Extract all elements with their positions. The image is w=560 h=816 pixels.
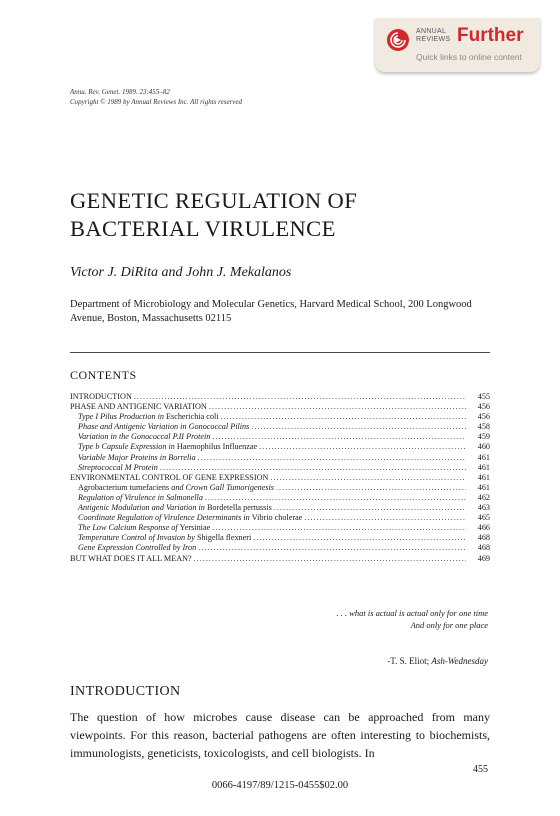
toc-dot-leader <box>251 422 466 432</box>
article-title-line-1: GENETIC REGULATION OF <box>70 188 358 213</box>
toc-entry[interactable] <box>70 523 490 533</box>
toc-entry-page: 461 <box>477 452 490 462</box>
toc-entry-title <box>70 473 268 483</box>
toc-entry-title-part: Antigenic Modulation and Variation in <box>78 503 207 513</box>
toc-entry-page: 466 <box>477 523 490 533</box>
toc-entry-title-part: Phase and Antigenic Variation in Gonococcal Pilins <box>78 422 250 432</box>
toc-entry[interactable] <box>70 543 490 553</box>
contents-heading: CONTENTS <box>70 368 137 382</box>
toc-entry-title <box>78 543 196 553</box>
toc-entry-page: 461 <box>477 472 490 482</box>
toc-entry[interactable] <box>70 483 490 493</box>
toc-entry-title-part: Coordinate Regulation of Virulence Determinants in <box>78 513 252 523</box>
copyright-line: Copyright © 1989 by Annual Reviews Inc. All rights reserved <box>70 98 242 106</box>
affiliation: Department of Microbiology and Molecular Genetics, Harvard Medical School, 200 Longwood Avenue, Boston, Massachusetts 02115 <box>70 299 472 324</box>
toc-entry-page: 461 <box>477 462 490 472</box>
article-title <box>70 187 357 243</box>
toc-entry-title <box>78 483 274 493</box>
toc-entry-title-part: Variable Major Proteins in Borrelia <box>78 452 196 462</box>
toc-dot-leader <box>198 543 466 553</box>
badge-quick-links-label[interactable]: Quick links to online content <box>416 52 522 62</box>
badge-reviews-label: REVIEWS <box>416 36 451 43</box>
toc-entry-page: 455 <box>477 392 490 401</box>
toc-dot-leader <box>304 513 466 523</box>
toc-entry-title-part: Gene Expression Controlled by Iron <box>78 543 197 553</box>
toc-entry-title-part: Temperature Control of Invasion by <box>78 533 197 543</box>
toc-entry[interactable] <box>70 533 490 543</box>
toc-entry-title <box>70 392 132 402</box>
toc-entry[interactable] <box>70 473 490 483</box>
toc-entry-title <box>78 523 210 533</box>
toc-entry-page: 460 <box>477 442 490 452</box>
toc-entry-title <box>70 554 192 564</box>
toc-entry-title-part: BUT WHAT DOES IT ALL MEAN? <box>70 553 192 563</box>
toc-dot-leader <box>274 503 466 513</box>
toc-entry[interactable] <box>70 442 490 452</box>
toc-dot-leader <box>194 554 466 564</box>
page-number: 455 <box>473 764 488 775</box>
toc-entry-title-part: PHASE AND ANTIGENIC VARIATION <box>70 402 207 412</box>
toc-entry-page: 456 <box>477 412 490 422</box>
epigraph-source <box>387 656 488 666</box>
annual-reviews-further-badge[interactable] <box>375 18 540 72</box>
authors: Victor J. DiRita and John J. Mekalanos <box>70 265 292 280</box>
toc-entry-title-part: Shigella flexneri <box>196 533 252 543</box>
toc-entry[interactable] <box>70 493 490 503</box>
toc-entry-page: 468 <box>477 543 490 553</box>
badge-annual-label: ANNUAL <box>416 28 447 35</box>
toc-entry[interactable] <box>70 554 490 564</box>
toc-entry-title <box>78 442 257 452</box>
epigraph <box>336 607 488 631</box>
badge-further-label[interactable]: Further <box>457 25 524 46</box>
toc-entry[interactable] <box>70 453 490 463</box>
article-title-line-2: BACTERIAL VIRULENCE <box>70 216 336 241</box>
toc-entry-title-part: Bordetella pertussis <box>206 503 272 513</box>
table-of-contents <box>70 392 490 564</box>
body-paragraph: The question of how microbes cause disease can be approached from many viewpoints. For this reason, bacterial pathogens are often interesting to biochemists, immunologists, geneticists, toxicologists, and cell biologists. In <box>70 710 490 760</box>
toc-entry-page: 462 <box>477 492 490 502</box>
toc-entry-title <box>78 412 219 422</box>
toc-entry-title <box>78 513 302 523</box>
toc-entry-title-part: INTRODUCTION <box>70 392 132 401</box>
toc-entry-title <box>78 453 196 463</box>
toc-dot-leader <box>209 402 466 412</box>
toc-entry-title <box>70 402 207 412</box>
toc-entry-title-part: Agrobacterium tumefaciens <box>78 482 170 492</box>
toc-dot-leader <box>205 493 466 503</box>
toc-entry-title-part: Streptococcal M Protein <box>78 462 158 472</box>
toc-entry-title-part: Type I Pilus Production in <box>78 412 167 422</box>
badge-brand-text <box>416 28 450 44</box>
toc-entry-title <box>78 493 203 503</box>
epigraph-author: -T. S. Eliot; <box>387 656 432 666</box>
toc-dot-leader <box>270 473 466 483</box>
toc-entry[interactable] <box>70 463 490 473</box>
toc-entry-title-part: Variation in the Gonococcal P.II Protein <box>78 432 211 442</box>
toc-entry-title-part: Vibrio cholerae <box>251 513 303 523</box>
toc-dot-leader <box>160 463 466 473</box>
epigraph-line-1: . . . what is actual is actual only for one time <box>336 608 488 618</box>
toc-entry-page: 459 <box>477 432 490 442</box>
toc-entry-title-part: Type b Capsule Expression in <box>78 442 177 452</box>
price-code-line: 0066-4197/89/1215-0455$02.00 <box>211 780 349 791</box>
toc-entry-title <box>78 463 158 473</box>
toc-entry-page: 456 <box>477 402 490 412</box>
toc-entry[interactable] <box>70 513 490 523</box>
toc-entry-title-part: Escherichia coli <box>166 412 219 422</box>
toc-entry[interactable] <box>70 422 490 432</box>
toc-dot-leader <box>134 392 466 402</box>
toc-entry[interactable] <box>70 432 490 442</box>
toc-dot-leader <box>259 442 466 452</box>
toc-entry-title-part: ENVIRONMENTAL CONTROL OF GENE EXPRESSION <box>70 472 269 482</box>
journal-citation <box>70 87 242 107</box>
toc-dot-leader <box>221 412 466 422</box>
section-heading-introduction: INTRODUCTION <box>70 684 181 699</box>
toc-entry-page: 463 <box>477 503 490 513</box>
toc-entry-title <box>78 432 210 442</box>
toc-entry-page: 468 <box>477 533 490 543</box>
epigraph-work: Ash-Wednesday <box>431 656 488 666</box>
toc-dot-leader <box>198 453 466 463</box>
toc-entry-page: 458 <box>477 422 490 432</box>
toc-entry-page: 465 <box>477 513 490 523</box>
divider-rule <box>70 352 490 353</box>
annual-reviews-logo-icon <box>387 29 409 51</box>
toc-entry-title <box>78 422 249 432</box>
toc-entry-title <box>78 503 272 513</box>
toc-entry[interactable] <box>70 392 490 402</box>
toc-entry[interactable] <box>70 402 490 412</box>
toc-dot-leader <box>212 523 466 533</box>
toc-entry-title-part: Haemophilus Influenzae <box>176 442 258 452</box>
toc-entry-title-part: Yersiniae <box>179 523 211 533</box>
toc-dot-leader <box>276 483 466 493</box>
toc-entry[interactable] <box>70 412 490 422</box>
toc-entry[interactable] <box>70 503 490 513</box>
journal-citation-line: Annu. Rev. Genet. 1989. 23:455–82 <box>70 88 170 96</box>
toc-entry-title-part: Regulation of Virulence in Salmonella <box>78 492 203 502</box>
toc-dot-leader <box>253 533 466 543</box>
toc-entry-title-part: The Low Calcium Response of <box>78 523 180 533</box>
epigraph-line-2: And only for one place <box>410 620 488 630</box>
toc-entry-page: 461 <box>477 482 490 492</box>
toc-entry-title <box>78 533 251 543</box>
toc-entry-title-part: and Crown Gall Tumorigenesis <box>169 482 274 492</box>
toc-dot-leader <box>212 432 466 442</box>
toc-entry-page: 469 <box>477 553 490 563</box>
